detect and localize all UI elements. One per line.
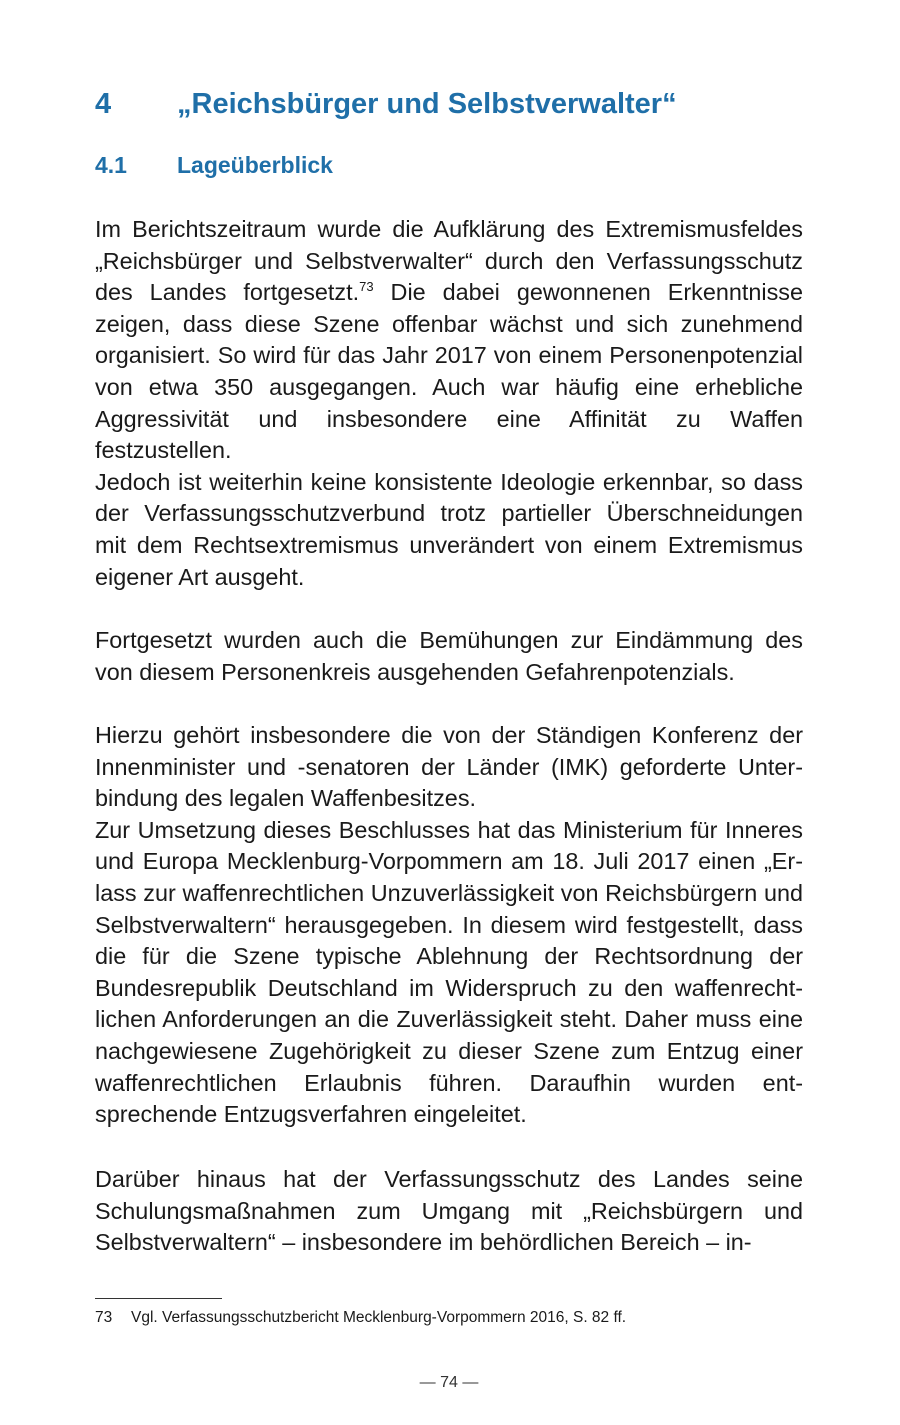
chapter-number: 4 — [95, 88, 112, 120]
paragraph-1-text-a: Im Berichtszeitraum wurde die Aufklärung des Extremismusfeldes „Reichsbürger und Selbstverwalter“ durch den Verfassungsschutz des Landes fortgesetzt. — [95, 216, 803, 306]
chapter-heading — [95, 88, 677, 121]
paragraph-1-text-b: Die dabei gewonnenen Erkenntnisse zeigen, dass diese Szene offenbar wächst und sich zunehmend organisiert. So wird für das Jahr 2017 von einem Personenpotenzial von etwa 350 ausgegangen. Auch war häufig eine erhebliche Aggressivität und insbesondere eine Affinität zu Waffen festzustellen. — [95, 279, 803, 464]
footnote-reference[interactable]: 73 — [359, 279, 374, 295]
footnote — [95, 1309, 626, 1327]
paragraph-block-2 — [95, 625, 803, 688]
paragraph-5: Zur Umsetzung dieses Beschlusses hat das Ministerium für Inneres und Europa Mecklenburg-Vorpommern am 18. Juli 2017 einen „Erlass zur waffenrechtlichen Unzuverlässigkeit von Reichsbürgern und Selbstverwaltern“ herausgegeben. In diesem wird festgestellt, dass die für die Szene typische Ablehnung der Rechtsordnung der Bundesrepublik Deutschland im Widerspruch zu den waffenrechtlichen Anforderungen an die Zuverlässigkeit steht. Daher muss eine nachgewiesene Zugehörigkeit zu dieser Szene zum Entzug einer waffenrechtlichen Erlaubnis führen. Daraufhin wurden entsprechende Entzugsverfahren eingeleitet. — [95, 816, 803, 1128]
chapter-title: „Reichsbürger und Selbstverwalter“ — [177, 88, 677, 120]
footnote-divider — [95, 1298, 222, 1299]
paragraph-block-4 — [95, 1164, 803, 1259]
section-number: 4.1 — [95, 152, 127, 178]
document-page — [95, 0, 803, 1425]
paragraph-2: Jedoch ist weiterhin keine konsistente Ideologie erkennbar, so dass der Verfassungsschutzverbund trotz partieller Überschneidungen mit dem Rechtsextremismus unverändert von einem Extremismus eigener Art ausgeht. — [95, 468, 803, 590]
paragraph-block-3 — [95, 720, 803, 1131]
section-title: Lageüberblick — [177, 152, 333, 178]
paragraph-block-1 — [95, 214, 803, 593]
paragraph-6: Darüber hinaus hat der Verfassungsschutz des Landes seine Schulungsmaßnahmen zum Umgang mit „Reichsbürgern und Selbstverwaltern“ – insbesondere im behördlichen Bereich – in- — [95, 1166, 803, 1256]
section-heading — [95, 152, 333, 179]
paragraph-1 — [95, 214, 803, 467]
paragraph-4: Hierzu gehört insbesondere die von der Ständigen Konferenz der Innenminister und -senatoren der Länder (IMK) geforderte Unterbindung des legalen Waffenbesitzes. — [95, 722, 803, 812]
footnote-number: 73 — [95, 1309, 113, 1326]
page-number: — 74 — — [419, 1374, 479, 1391]
paragraph-3: Fortgesetzt wurden auch die Bemühungen zur Eindämmung des von diesem Personenkreis ausgehenden Gefahrenpotenzials. — [95, 627, 803, 685]
footnote-text: Vgl. Verfassungsschutzbericht Mecklenburg-Vorpommern 2016, S. 82 ff. — [131, 1309, 627, 1326]
